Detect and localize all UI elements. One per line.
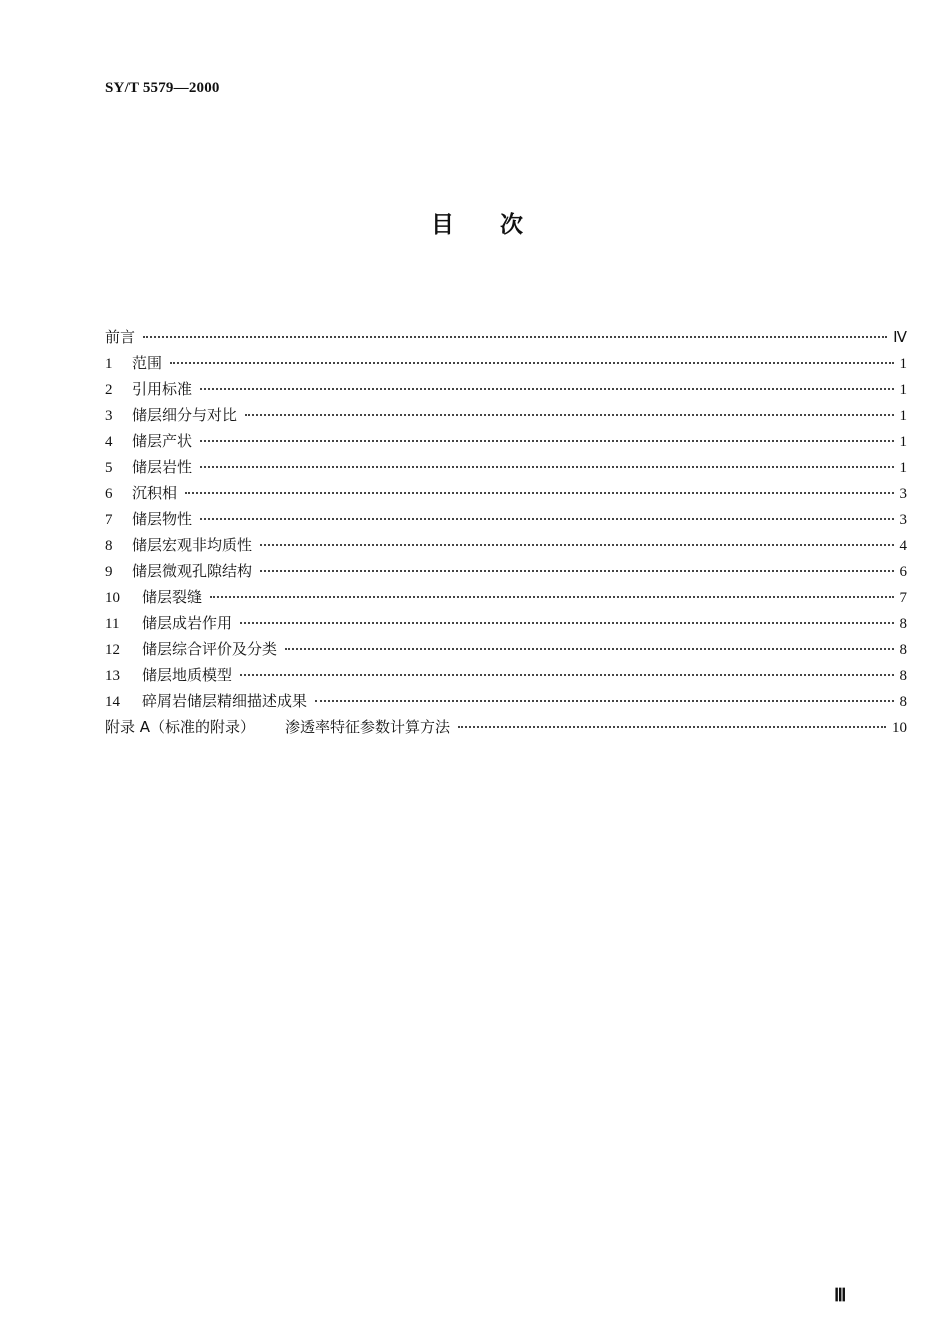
toc-entry-page: 1 [899, 356, 907, 372]
toc-dot-leader [185, 492, 893, 494]
toc-entry-appendix-a[interactable] [105, 714, 907, 740]
document-code: SY/T 5579—2000 [105, 80, 220, 96]
toc-entry-page: 3 [899, 512, 907, 528]
toc-dot-leader [240, 674, 893, 676]
toc-entry-label: 储层成岩作用 [142, 614, 233, 632]
toc-dot-leader [200, 388, 893, 390]
toc-dot-leader [260, 544, 893, 546]
toc-entry-label: 储层裂缝 [142, 588, 203, 606]
toc-entry-5[interactable] [105, 454, 907, 480]
toc-entry-number: 8 [105, 538, 113, 554]
toc-entry-page: Ⅳ [893, 330, 907, 346]
toc-entry-label: 碎屑岩储层精细描述成果 [142, 692, 308, 710]
toc-entry-label: 储层细分与对比 [132, 406, 238, 424]
toc-dot-leader [315, 700, 893, 702]
toc-entry-number: 11 [105, 616, 120, 632]
toc-entry-number: 5 [105, 460, 113, 476]
toc-entry-page: 3 [899, 486, 907, 502]
toc-entry-foreword[interactable] [105, 324, 907, 350]
toc-entry-14[interactable] [105, 688, 907, 714]
toc-entry-11[interactable] [105, 610, 907, 636]
toc-entry-page: 6 [899, 564, 907, 580]
toc-entry-number: 13 [105, 668, 120, 684]
toc-entry-page: 8 [899, 616, 907, 632]
toc-entry-page: 1 [899, 434, 907, 450]
toc-entry-9[interactable] [105, 558, 907, 584]
toc-dot-leader [245, 414, 893, 416]
page-number: Ⅲ [834, 1285, 846, 1305]
toc-entry-label: 引用标准 [132, 380, 193, 398]
toc-dot-leader [200, 440, 893, 442]
toc-dot-leader [170, 362, 893, 364]
toc-dot-leader [260, 570, 893, 572]
toc-entry-page: 7 [899, 590, 907, 606]
toc-entry-label: 储层地质模型 [142, 666, 233, 684]
toc-entry-label: 储层物性 [132, 510, 193, 528]
toc-entry-number: 4 [105, 434, 113, 450]
toc-dot-leader [143, 336, 887, 338]
table-of-contents [105, 324, 907, 740]
toc-entry-label: 储层综合评价及分类 [142, 640, 278, 658]
toc-entry-label: 沉积相 [132, 484, 178, 502]
toc-entry-number: 9 [105, 564, 113, 580]
toc-entry-13[interactable] [105, 662, 907, 688]
toc-entry-number: 12 [105, 642, 120, 658]
toc-dot-leader [210, 596, 893, 598]
toc-entry-label: 储层宏观非均质性 [132, 536, 253, 554]
appendix-title: 渗透率特征参数计算方法 [285, 718, 451, 736]
toc-entry-page: 8 [899, 642, 907, 658]
toc-dot-leader [200, 518, 893, 520]
toc-entry-number: 10 [105, 590, 120, 606]
toc-entry-number: 14 [105, 694, 120, 710]
toc-entry-label: 前言 [105, 328, 136, 346]
toc-dot-leader [458, 726, 886, 728]
toc-dot-leader [200, 466, 893, 468]
toc-entry-8[interactable] [105, 532, 907, 558]
toc-entry-label: 储层产状 [132, 432, 193, 450]
toc-entry-12[interactable] [105, 636, 907, 662]
toc-entry-number: 3 [105, 408, 113, 424]
toc-entry-number: 2 [105, 382, 113, 398]
toc-entry-10[interactable] [105, 584, 907, 610]
toc-entry-page: 1 [899, 382, 907, 398]
toc-entry-6[interactable] [105, 480, 907, 506]
toc-dot-leader [285, 648, 893, 650]
toc-dot-leader [240, 622, 893, 624]
toc-entry-number: 7 [105, 512, 113, 528]
toc-entry-page: 1 [899, 460, 907, 476]
toc-entry-7[interactable] [105, 506, 907, 532]
toc-entry-number: 6 [105, 486, 113, 502]
toc-entry-1[interactable] [105, 350, 907, 376]
toc-entry-label: 储层微观孔隙结构 [132, 562, 253, 580]
toc-entry-page: 4 [899, 538, 907, 554]
toc-entry-number: 1 [105, 356, 113, 372]
appendix-label: 附录 A（标准的附录） [105, 718, 256, 736]
toc-entry-3[interactable] [105, 402, 907, 428]
toc-entry-page: 1 [899, 408, 907, 424]
toc-entry-2[interactable] [105, 376, 907, 402]
toc-entry-page: 10 [892, 720, 907, 736]
toc-entry-label: 储层岩性 [132, 458, 193, 476]
toc-entry-page: 8 [899, 694, 907, 710]
toc-entry-page: 8 [899, 668, 907, 684]
toc-entry-4[interactable] [105, 428, 907, 454]
page-title: 目次 [431, 212, 569, 238]
toc-entry-label: 范围 [132, 354, 163, 372]
